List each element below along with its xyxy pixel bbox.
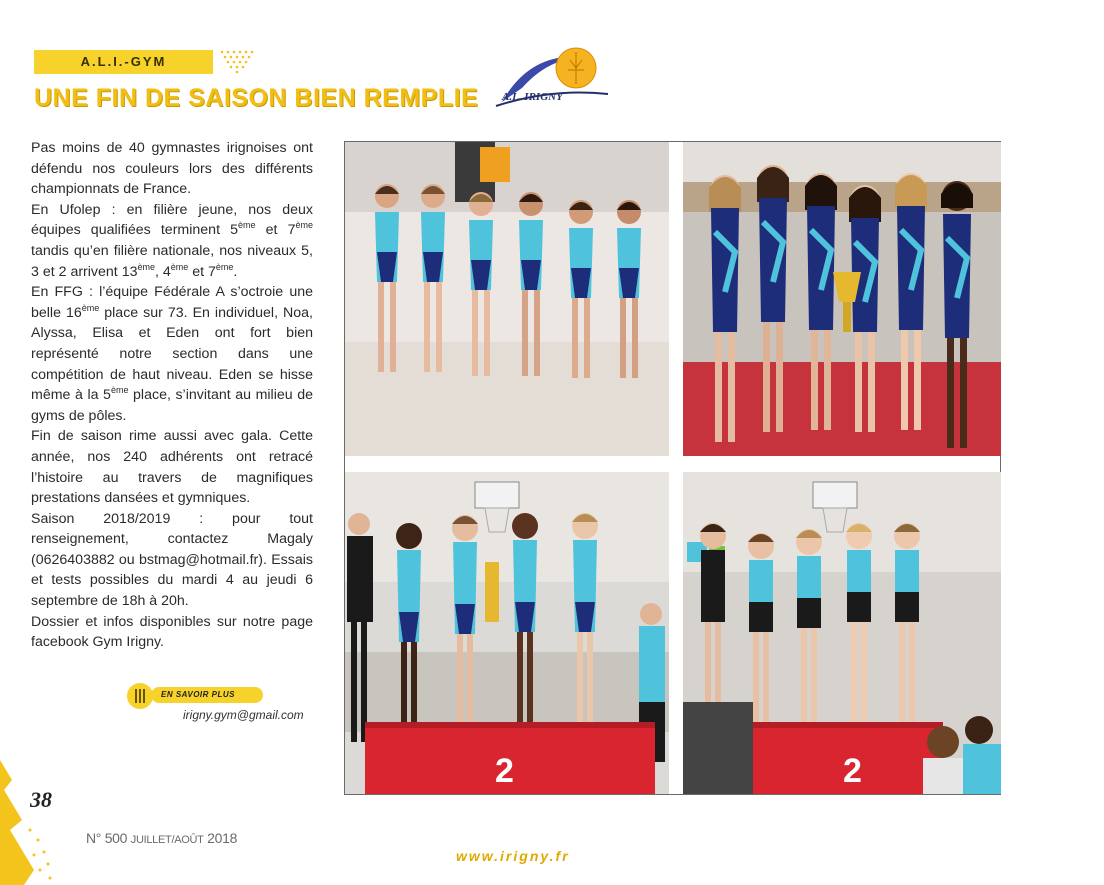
article-paragraph: En Ufolep : en filière jeune, nos deux équipes qualifiées terminent 5ème et 7ème tandis qu’en filière nationale, nos niveaux 5, 3 et 2 arrivent 13ème, 4ème et 7ème. — [31, 201, 313, 280]
podium-number-2-ffg: 2 — [843, 752, 862, 790]
contact-email[interactable]: irigny.gym@gmail.com — [183, 708, 304, 722]
section-tag: A.L.I.-GYM — [34, 50, 213, 74]
photo-team-with-trophy — [683, 142, 1001, 456]
headline: UNE FIN DE SAISON BIEN REMPLIE — [34, 84, 479, 112]
photo-podium-ufolep — [345, 472, 669, 794]
article-paragraph: Fin de saison rime aussi avec gala. Cette année, nos 240 adhérents ont retracé l’histoire au travers de magnifiques prestations dansées et gymniques. — [31, 428, 313, 507]
article-paragraph: Pas moins de 40 gymnastes irignoises ont défendu nos couleurs lors des différents championnats de France. — [31, 140, 313, 198]
podium-number-2-ufolep: 2 — [495, 752, 514, 790]
al-irigny-logo — [492, 40, 612, 120]
article-paragraph: En FFG : l’équipe Fédérale A s’octroie une belle 16ème place sur 73. En individuel, Noa, Alyssa, Elisa et Eden ont fort bien représenté notre section dans une compétition de haut niveau. Eden se hisse même à la 5ème place, s’invitant au milieu de gyms de pôles. — [31, 284, 313, 424]
corner-decoration — [0, 760, 60, 885]
issue-info: N° 500 JUILLET/AOÛT 2018 — [86, 830, 238, 846]
dots-decoration — [218, 48, 258, 74]
article-paragraph: Saison 2018/2019 : pour tout renseignement, contactez Magaly (0626403882 ou bstmag@hotmail.fr). Essais et tests possibles du mardi 4 au jeudi 6 septembre de 18h à 20h. — [31, 510, 313, 610]
photo-collage — [344, 141, 1001, 795]
website-link[interactable]: www.irigny.fr — [456, 848, 570, 864]
photo-young-gymnasts-line — [345, 142, 669, 456]
more-info-label: EN SAVOIR PLUS — [151, 687, 263, 703]
page-number: 38 — [30, 787, 52, 812]
logo-text: A.L. IRIGNY — [502, 91, 563, 103]
article-paragraph: Dossier et infos disponibles sur notre page facebook Gym Irigny. — [31, 613, 313, 651]
article-body — [31, 138, 313, 653]
info-dots-icon — [127, 683, 153, 709]
photo-podium-ffg — [683, 472, 1001, 794]
